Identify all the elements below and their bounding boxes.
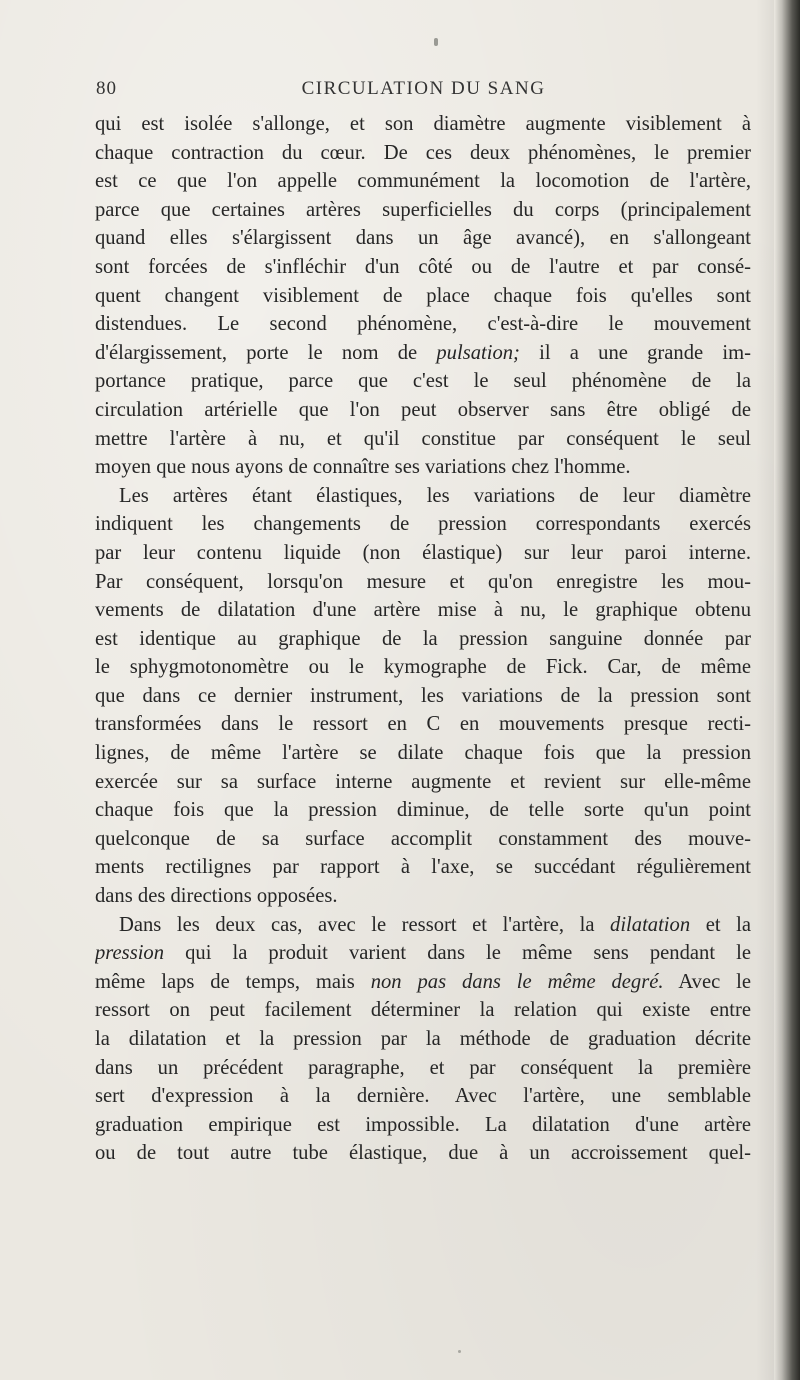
text-segment: vements de dilatation d'une artère mise à nu, le graphique obtenu [95,599,751,622]
text-line [95,768,751,797]
text-line [95,510,751,539]
text-segment: Les artères étant élastiques, les variations de leur diamètre [119,484,751,507]
text-line [95,453,751,482]
text-segment: ments rectilignes par rapport à l'axe, se succédant régulièrement [95,856,751,879]
text-line [95,796,751,825]
text-line [95,367,751,396]
text-segment: quand elles s'élargissent dans un âge avancé), en s'allongeant [95,227,751,250]
body-text [95,110,751,1168]
text-segment: graduation empirique est impossible. La dilatation d'une artère [95,1113,751,1136]
text-line [95,653,751,682]
text-line [95,310,751,339]
text-line [95,196,751,225]
text-line [95,1054,751,1083]
text-segment: Dans les deux cas, avec le ressort et l'artère, la [119,913,611,936]
page-number: 80 [96,78,117,99]
text-line [95,396,751,425]
text-segment: moyen que nous ayons de connaître ses variations chez l'homme. [95,456,631,479]
text-segment: ressort on peut facilement déterminer la relation qui existe entre [95,999,751,1022]
page-gutter-shadow [756,0,774,1380]
text-line [95,1139,751,1168]
text-segment: Par conséquent, lorsqu'on mesure et qu'on enregistre les mou- [95,570,751,593]
page-edge [774,0,800,1380]
text-segment: distendues. Le second phénomène, c'est-à-dire le mouvement [95,313,751,336]
text-segment: d'élargissement, porte le nom de [95,341,437,364]
text-segment: même laps de temps, mais [95,970,371,993]
text-line [95,911,751,940]
text-segment: le sphygmotonomètre ou le kymographe de Fick. Car, de même [95,656,751,679]
italic-text: pulsation; [436,341,520,364]
text-segment: qui est isolée s'allonge, et son diamètre augmente visiblement à [95,113,751,135]
text-line [95,596,751,625]
text-line [95,1111,751,1140]
text-segment: chaque fois que la pression diminue, de telle sorte qu'un point [95,799,751,822]
text-segment: la dilatation et la pression par la méthode de graduation décrite [95,1028,751,1050]
text-segment: il a une grande im- [519,341,751,364]
text-line [95,1082,751,1111]
text-line [95,253,751,282]
text-segment: exercée sur sa surface interne augmente et revient sur elle-même [95,770,751,793]
text-line [95,1025,751,1054]
text-line [95,167,751,196]
text-segment: et la [690,913,751,936]
text-segment: qui la produit varient dans le même sens pendant le [164,942,751,965]
text-line [95,939,751,968]
text-line [95,739,751,768]
text-line [95,339,751,368]
text-line [95,996,751,1025]
text-segment: indiquent les changements de pression correspondants exercés [95,513,751,536]
text-line [95,224,751,253]
italic-text: pression [95,942,165,965]
ink-mark [434,38,438,46]
text-line [95,110,751,139]
text-segment: transformées dans le ressort en C en mouvements presque recti- [95,713,751,736]
text-line [95,853,751,882]
text-segment: est ce que l'on appelle communément la locomotion de l'artère, [95,170,751,193]
text-line [95,539,751,568]
text-line [95,882,751,911]
text-segment: par leur contenu liquide (non élastique) sur leur paroi interne. [95,541,751,564]
paper-speck [458,1350,461,1353]
text-segment: que dans ce dernier instrument, les variations de la pression sont [95,684,751,707]
text-line [95,282,751,311]
text-segment: parce que certaines artères superficielles du corps (principalement [95,198,751,221]
text-segment: est identique au graphique de la pression sanguine donnée par [95,627,751,650]
italic-text: dilatation [610,913,691,936]
text-segment: sert d'expression à la dernière. Avec l'artère, une semblable [95,1085,751,1108]
text-line [95,568,751,597]
running-head: CIRCULATION DU SANG [301,78,546,99]
text-line [95,425,751,454]
text-segment: quent changent visiblement de place chaque fois qu'elles sont [95,284,751,307]
text-segment: dans un précédent paragraphe, et par conséquent la première [95,1056,751,1079]
text-line [95,968,751,997]
text-line [95,710,751,739]
text-line [95,625,751,654]
text-segment: portance pratique, parce que c'est le seul phénomène de la [95,370,751,393]
text-segment: sont forcées de s'infléchir d'un côté ou de l'autre et par consé- [95,255,751,278]
text-segment: Avec le [663,970,751,993]
text-line [95,825,751,854]
text-segment: dans des directions opposées. [95,885,338,908]
text-segment: mettre l'artère à nu, et qu'il constitue par conséquent le seul [95,427,751,450]
text-segment: ou de tout autre tube élastique, due à un accroissement quel- [95,1142,751,1165]
text-segment: quelconque de sa surface accomplit constamment des mouve- [95,827,751,850]
text-line [95,482,751,511]
text-segment: chaque contraction du cœur. De ces deux phénomènes, le premier [95,141,751,164]
text-segment: lignes, de même l'artère se dilate chaque fois que la pression [95,742,751,765]
text-line [95,682,751,711]
text-segment: circulation artérielle que l'on peut observer sans être obligé de [95,398,751,421]
text-line [95,139,751,168]
page-header [96,78,751,104]
italic-text: non pas dans le même degré. [370,970,664,993]
